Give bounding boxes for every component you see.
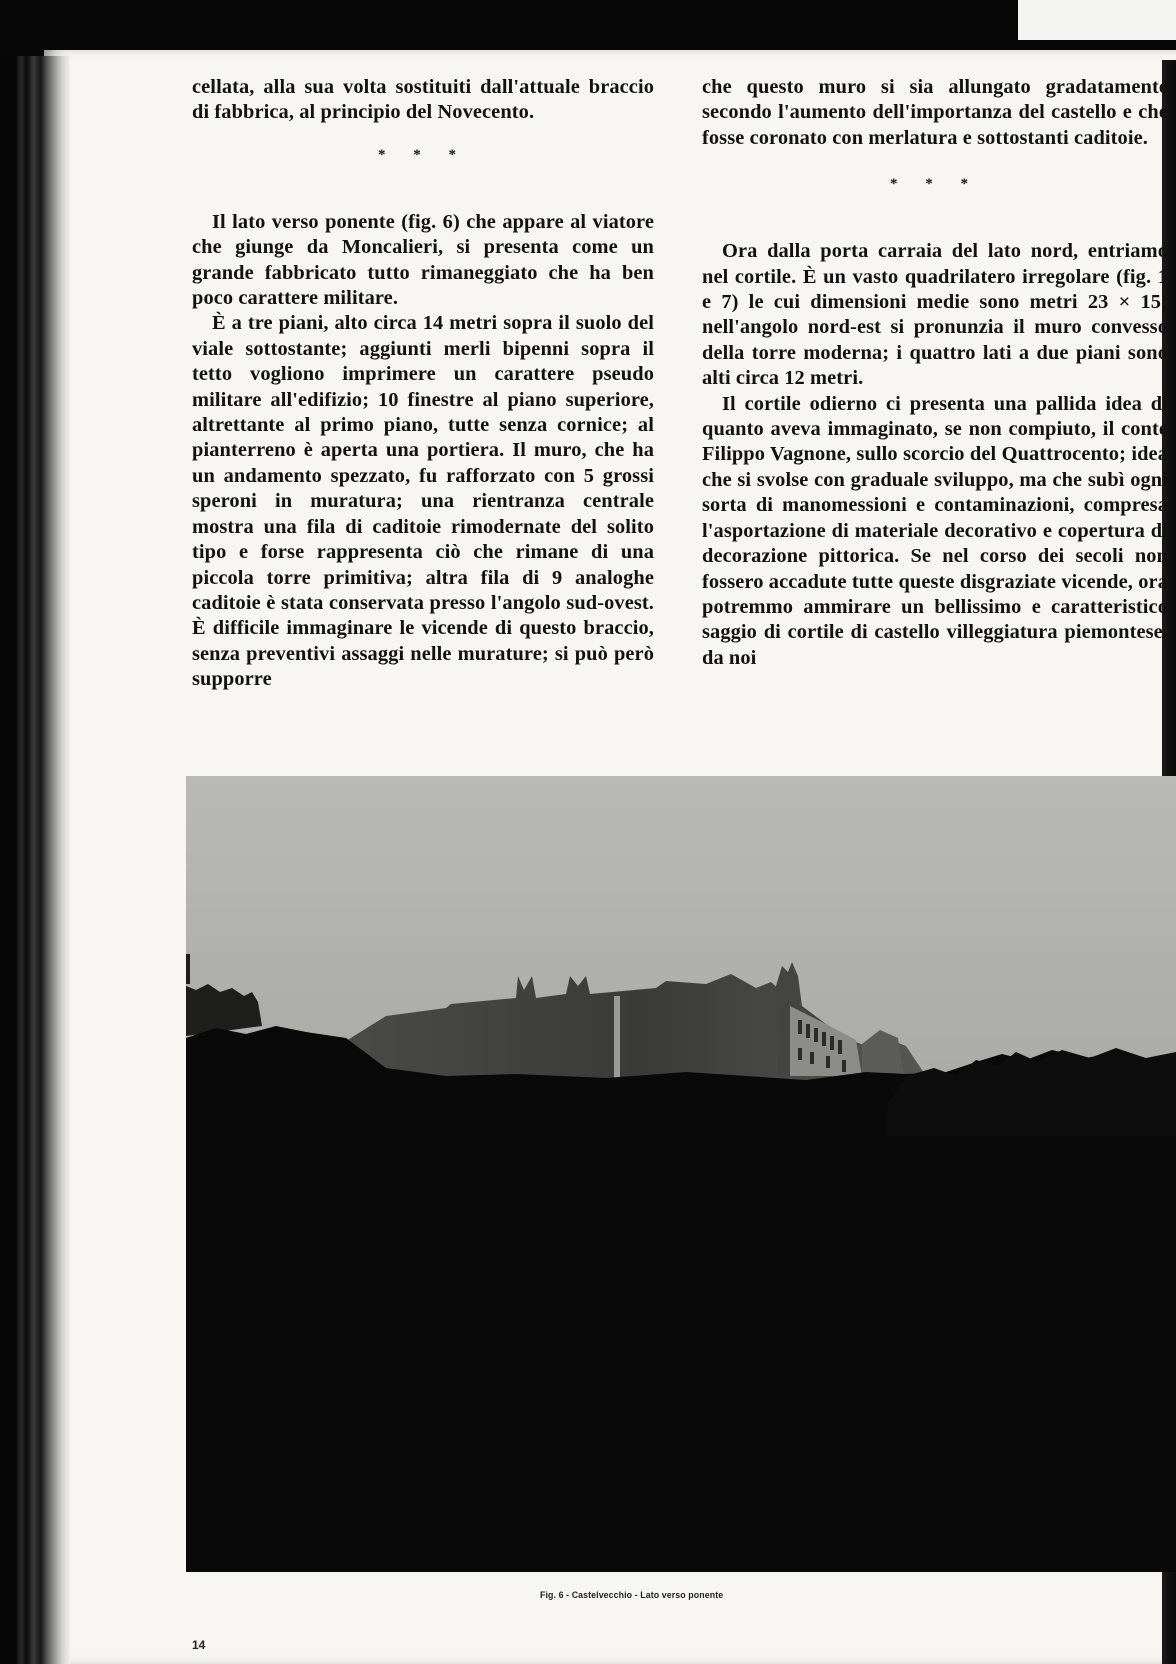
scan-top-right-margin [1018, 0, 1176, 40]
light-reflection [614, 996, 620, 1078]
book-binding-shadow [0, 56, 70, 1664]
west-side-paragraph: Il lato verso ponente (fig. 6) che appare al viatore che giunge da Moncalieri, si presenta come un grande fabbricato tutto rimaneggiato che ha ben poco carattere militare. [192, 210, 654, 310]
castle-photograph [186, 776, 1176, 1572]
right-intro-paragraph: che questo muro si sia allungato gradatamente secondo l'aumento dell'importanza del castello e che fosse coronato con merlatura e sottostanti caditoie. [702, 76, 1168, 149]
west-side-detail-paragraph: È a tre piani, alto circa 14 metri sopra il suolo del viale sottostante; aggiunti merli bipenni sopra il tetto vogliono imprimere un carattere pseudo militare all'edifizio; 10 finestre al piano superiore, altrettante al primo piano, tutte senza cornice; al pianterreno è aperta una portiera. Il muro, che ha un andamento spezzato, fu rafforzato con 5 grossi speroni in muratura; una rientranza centrale mostra una fila di caditoie rimodernate del solito tipo e forse rappresenta ciò che rimane di una piccola torre primitiva; altra fila di 9 analoghe caditoie è stata conservata presso l'angolo sud-ovest. È difficile immaginare le vicende di questo braccio, senza preventivi assaggi nelle murature; si può però supporre [192, 312, 654, 691]
foliage-stem [186, 954, 190, 984]
left-text-column [192, 75, 654, 693]
figure-caption: Fig. 6 - Castelvecchio - Lato verso ponente [540, 1590, 724, 1600]
page-number: 14 [192, 1638, 206, 1652]
courtyard-paragraph: Ora dalla porta carraia del lato nord, entriamo nel cortile. È un vasto quadrilatero irregolare (fig. 1 e 7) le cui dimensioni medie sono metri 23 × 15; nell'angolo nord-est si pronunzia il muro convesso della torre moderna; i quattro lati a due piani sono alti circa 12 metri. [702, 240, 1168, 390]
left-intro-paragraph: cellata, alla sua volta sostituiti dall'attuale braccio di fabbrica, al principio del Novecento. [192, 76, 654, 124]
section-separator: * * * [378, 146, 468, 163]
courtyard-history-paragraph: Il cortile odierno ci presenta una pallida idea di quanto aveva immaginato, se non compiuto, il conte Filippo Vagnone, sullo scorcio del Quattrocento; idea che si svolse con graduale sviluppo, ma che subì ogni sorta di manomessioni e contaminazioni, compresa l'asportazione di materiale decorativo e copertura di decorazione pittorica. Se nel corso dei secoli non fossero accadute tutte queste disgraziate vicende, ora potremmo ammirare un bellissimo e caratteristico saggio di cortile di castello villeggiatura piemontese, da noi [702, 392, 1168, 669]
right-text-column [702, 75, 1168, 671]
section-separator: * * * [890, 176, 980, 193]
